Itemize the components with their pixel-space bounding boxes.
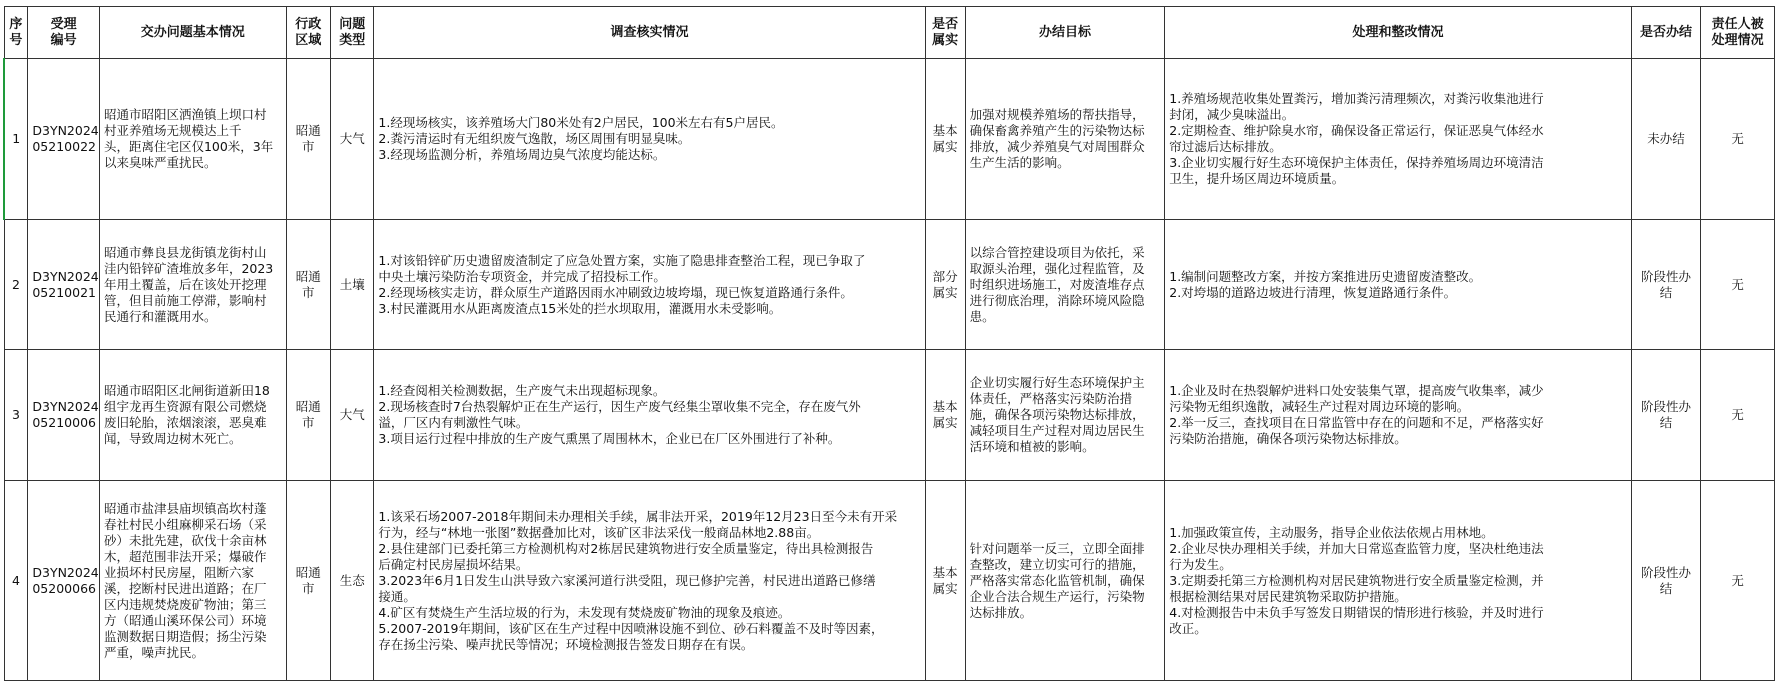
header-completed[interactable]: 是否办结 <box>1631 7 1700 59</box>
cell-completed[interactable]: 阶段性办 结 <box>1631 220 1700 350</box>
cell-region[interactable]: 昭通 市 <box>286 220 330 350</box>
complaint-table <box>3 6 1775 681</box>
cell-case-no[interactable]: D3YN2024 05210021 <box>28 220 100 350</box>
cell-verified[interactable]: 基本 属实 <box>925 481 965 681</box>
header-type[interactable]: 问题 类型 <box>331 7 374 59</box>
cell-accountability[interactable]: 无 <box>1701 220 1775 350</box>
header-row <box>4 7 1775 59</box>
cell-investigation[interactable]: 1.经现场核实，该养殖场大门80米处有2户居民，100米左右有5户居民。 2.粪污清运时有无组织废气逸散，场区周围有明显臭味。 3.经现场监测分析，养殖场周边臭气浓度均能达标。 <box>374 59 925 220</box>
cell-investigation[interactable]: 1.经查阅相关检测数据，生产废气未出现超标现象。 2.现场核查时7台热裂解炉正在生产运行，因生产废气经集尘罩收集不完全，存在废气外 溢，厂区内有刺激性气味。 3.项目运行过程中排放的生产废气熏黑了周围林木，企业已在厂区外围进行了补种。 <box>374 350 925 481</box>
table-row <box>4 481 1775 681</box>
cell-basic[interactable]: 昭通市昭阳区北闸街道新田18 组宇龙再生资源有限公司燃烧 废旧轮胎，浓烟滚滚，恶臭难 闻，导致周边树木死亡。 <box>99 350 286 481</box>
cell-investigation[interactable]: 1.对该铅锌矿历史遗留废渣制定了应急处置方案，实施了隐患排查整治工程，现已争取了 中央土壤污染防治专项资金，并完成了招投标工作。 2.经现场核实走访，群众原生产道路因雨水冲刷致边坡垮塌，现已恢复道路通行条件。 3.村民灌溉用水从距离废渣点15米处的拦水坝取用，灌溉用水未受影响。 <box>374 220 925 350</box>
table-row <box>4 220 1775 350</box>
cell-verified[interactable]: 基本 属实 <box>925 350 965 481</box>
table-row <box>4 59 1775 220</box>
header-investigation[interactable]: 调查核实情况 <box>374 7 925 59</box>
cell-completed[interactable]: 未办结 <box>1631 59 1700 220</box>
cell-investigation[interactable]: 1.该采石场2007-2018年期间未办理相关手续，属非法开采，2019年12月23日至今未有开采 行为，经与“林地一张图”数据叠加比对，该矿区非法采伐一般商品林地2.88亩。 2.县住建部门已委托第三方检测机构对2栋居民建筑物进行安全质量鉴定，待出具检测报告 后确定村民房屋损坏结果。 3.2023年6月1日发生山洪导致六家溪河道行洪受阻，现已修护完善，村民进出道路已修缮 接通。 4.矿区有焚烧生产生活垃圾的行为，未发现有焚烧废矿物油的现象及痕迹。 5.2007-2019年期间，该矿区在生产过程中因喷淋设施不到位、砂石料覆盖不及时等因素， 存在扬尘污染、噪声扰民等情况；环境检测报告签发日期存在有误。 <box>374 481 925 681</box>
cell-seq[interactable]: 3 <box>4 350 28 481</box>
cell-basic[interactable]: 昭通市昭阳区洒渔镇上坝口村 村亚养殖场无规模达上千 头，距离住宅区仅100米，3年 以来臭味严重扰民。 <box>99 59 286 220</box>
cell-accountability[interactable]: 无 <box>1701 59 1775 220</box>
cell-accountability[interactable]: 无 <box>1701 481 1775 681</box>
header-basic[interactable]: 交办问题基本情况 <box>99 7 286 59</box>
header-rectification[interactable]: 处理和整改情况 <box>1165 7 1631 59</box>
cell-type[interactable]: 大气 <box>331 350 374 481</box>
cell-rectification[interactable]: 1.编制问题整改方案，并按方案推进历史遗留废渣整改。 2.对垮塌的道路边坡进行清理，恢复道路通行条件。 <box>1165 220 1631 350</box>
cell-case-no[interactable]: D3YN2024 05210022 <box>28 59 100 220</box>
table-row <box>4 350 1775 481</box>
cell-type[interactable]: 土壤 <box>331 220 374 350</box>
cell-completed[interactable]: 阶段性办 结 <box>1631 350 1700 481</box>
cell-rectification[interactable]: 1.养殖场规范收集处置粪污，增加粪污清理频次，对粪污收集池进行 封闭，减少臭味溢出。 2.定期检查、维护除臭水帘，确保设备正常运行，保证恶臭气体经水 帘过滤后达标排放。 3.企业切实履行好生态环境保护主体责任，保持养殖场周边环境清洁 卫生，提升场区周边环境质量。 <box>1165 59 1631 220</box>
cell-region[interactable]: 昭通 市 <box>286 59 330 220</box>
cell-type[interactable]: 生态 <box>331 481 374 681</box>
cell-goal[interactable]: 企业切实履行好生态环境保护主 体责任，严格落实污染防治措 施，确保各项污染物达标排放， 减轻项目生产过程对周边居民生 活环境和植被的影响。 <box>965 350 1165 481</box>
cell-goal[interactable]: 针对问题举一反三，立即全面排 查整改，建立切实可行的措施， 严格落实常态化监管机制，确保 企业合法合规生产运行，污染物 达标排放。 <box>965 481 1165 681</box>
cell-rectification[interactable]: 1.加强政策宣传，主动服务，指导企业依法依规占用林地。 2.企业尽快办理相关手续，并加大日常巡查监管力度，坚决杜绝违法 行为发生。 3.定期委托第三方检测机构对居民建筑物进行安全质量鉴定检测，并 根据检测结果对居民建筑物采取防护措施。 4.对检测报告中未负手写签发日期错误的情形进行核验，并及时进行 改正。 <box>1165 481 1631 681</box>
header-case-no[interactable]: 受理 编号 <box>28 7 100 59</box>
cell-seq[interactable]: 2 <box>4 220 28 350</box>
cell-verified[interactable]: 部分 属实 <box>925 220 965 350</box>
cell-type[interactable]: 大气 <box>331 59 374 220</box>
cell-completed[interactable]: 阶段性办 结 <box>1631 481 1700 681</box>
header-seq[interactable]: 序 号 <box>4 7 28 59</box>
cell-goal[interactable]: 加强对规模养殖场的帮扶指导， 确保畜禽养殖产生的污染物达标 排放，减少养殖臭气对周围群众 生产生活的影响。 <box>965 59 1165 220</box>
cell-seq[interactable]: 4 <box>4 481 28 681</box>
cell-case-no[interactable]: D3YN2024 05210006 <box>28 350 100 481</box>
cell-region[interactable]: 昭通 市 <box>286 481 330 681</box>
cell-verified[interactable]: 基本 属实 <box>925 59 965 220</box>
cell-region[interactable]: 昭通 市 <box>286 350 330 481</box>
cell-case-no[interactable]: D3YN2024 05200066 <box>28 481 100 681</box>
cell-basic[interactable]: 昭通市彝良县龙街镇龙街村山 洼内铅锌矿渣堆放多年，2023 年用土覆盖，后在该处开挖理 管，但目前施工停滞，影响村 民通行和灌溉用水。 <box>99 220 286 350</box>
cell-goal[interactable]: 以综合管控建设项目为依托，采 取源头治理，强化过程监管，及 时组织进场施工，对废渣堆存点 进行彻底治理，消除环境风险隐 患。 <box>965 220 1165 350</box>
header-goal[interactable]: 办结目标 <box>965 7 1165 59</box>
header-verified[interactable]: 是否 属实 <box>925 7 965 59</box>
header-accountability[interactable]: 责任人被 处理情况 <box>1701 7 1775 59</box>
cell-accountability[interactable]: 无 <box>1701 350 1775 481</box>
cell-seq[interactable]: 1 <box>4 59 28 220</box>
header-region[interactable]: 行政 区域 <box>286 7 330 59</box>
cell-rectification[interactable]: 1.企业及时在热裂解炉进料口处安装集气罩，提高废气收集率，减少 污染物无组织逸散，减轻生产过程对周边环境的影响。 2.举一反三，查找项目在日常监管中存在的问题和不足，严格落实好 污染防治措施，确保各项污染物达标排放。 <box>1165 350 1631 481</box>
cell-basic[interactable]: 昭通市盐津县庙坝镇高坎村蓬 春社村民小组麻柳采石场（采 砂）未批先建，砍伐十余亩林 木，超范围非法开采；爆破作 业损坏村民房屋，阻断六家 溪，挖断村民进出道路；在厂 区内违规焚烧废矿物油；第三 方（昭通山溪环保公司）环境 监测数据日期造假；扬尘污染 严重，噪声扰民。 <box>99 481 286 681</box>
